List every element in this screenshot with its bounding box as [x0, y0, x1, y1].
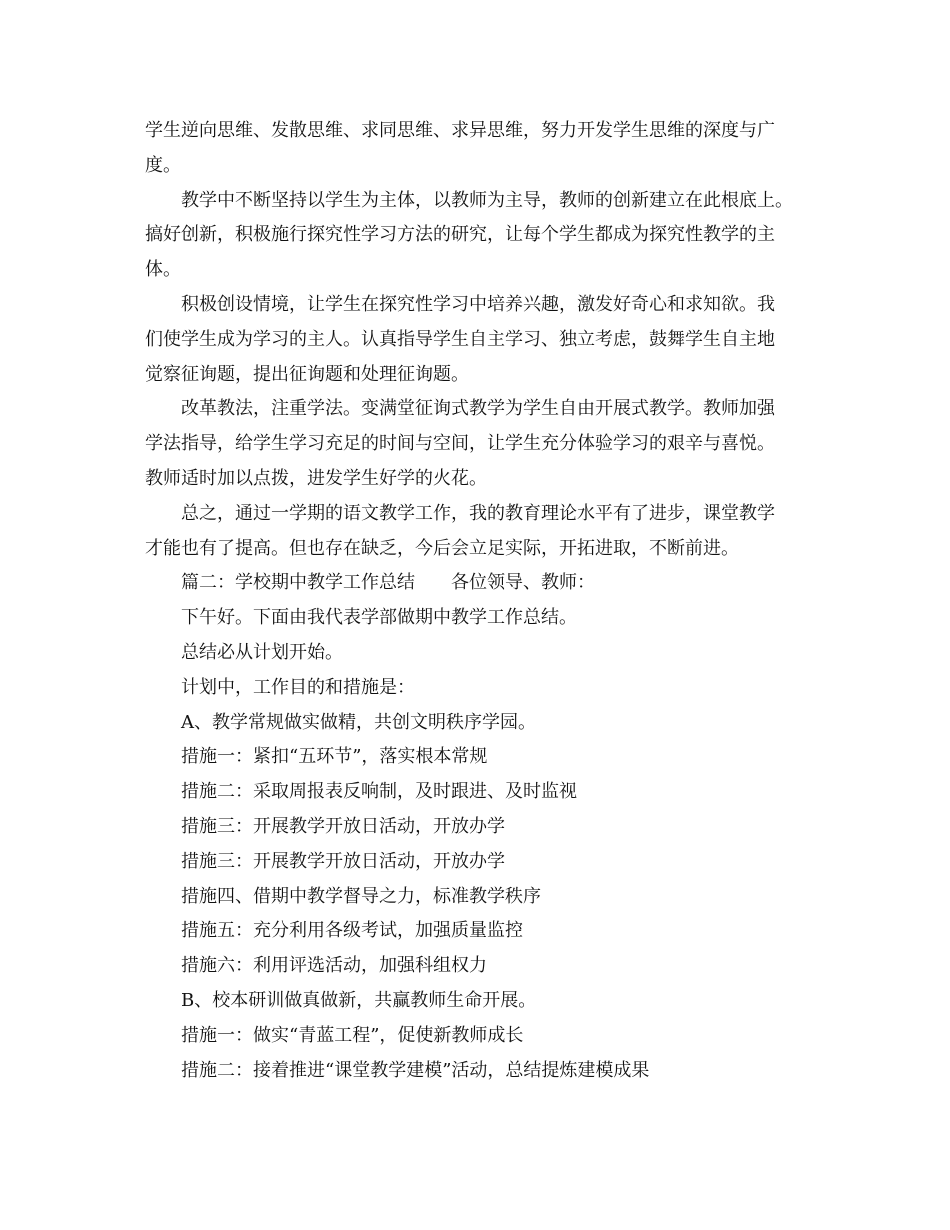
- text-line: 下午好。下面由我代表学部做期中教学工作总结。: [181, 607, 577, 629]
- text-line: 总结必从计划开始。: [181, 641, 343, 663]
- text-line: 教学中不断坚持以学生为主体，以教师为主导，教师的创新建立在此根底上。: [181, 189, 793, 211]
- text-line: 学法指导，给学生学习充足的时间与空间，让学生充分体验学习的艰辛与喜悦。: [145, 433, 775, 455]
- text-line: 措施四、借期中教学督导之力，标准教学秩序: [181, 885, 541, 907]
- text-line: 措施一：紧扣“五环节”，落实根本常规: [181, 746, 488, 768]
- text-line: 觉察征询题，提出征询题和处理征询题。: [145, 363, 469, 385]
- text-line: 措施五：充分利用各级考试，加强质量监控: [181, 920, 523, 942]
- text-line: 篇二：学校期中教学工作总结 各位领导、教师：: [181, 572, 595, 594]
- text-line: 计划中，工作目的和措施是：: [181, 676, 415, 698]
- text-line: 措施六：利用评选活动，加强科组权力: [181, 955, 487, 977]
- text-line: 总之，通过一学期的语文教学工作，我的教育理论水平有了进步，课堂教学: [181, 502, 775, 524]
- text-line: B、校本研训做真做新，共赢教师生命开展。: [181, 989, 537, 1011]
- text-line: 度。: [145, 154, 181, 176]
- text-line: 措施二：采取周报表反响制，及时跟进、及时监视: [181, 781, 577, 803]
- text-line: 体。: [145, 259, 181, 281]
- text-line: 教师适时加以点拨，进发学生好学的火花。: [145, 467, 487, 489]
- document-body: [145, 114, 815, 1088]
- text-line: 措施三：开展教学开放日活动，开放办学: [181, 850, 505, 872]
- text-line: 改革教法，注重学法。变满堂征询式教学为学生自由开展式教学。教师加强: [181, 398, 775, 420]
- text-line: 措施二：接着推进“课堂教学建模”活动，总结提炼建模成果: [181, 1059, 650, 1081]
- text-line: 措施三：开展教学开放日活动，开放办学: [181, 815, 505, 837]
- text-line: A、教学常规做实做精，共创文明秩序学园。: [181, 711, 536, 733]
- text-line: 积极创设情境，让学生在探究性学习中培养兴趣，激发好奇心和求知欲。我: [181, 293, 775, 315]
- text-line: 学生逆向思维、发散思维、求同思维、求异思维，努力开发学生思维的深度与广: [145, 120, 775, 141]
- text-line: 才能也有了提高。但也存在缺乏，今后会立足实际，开拓进取，不断前进。: [145, 537, 739, 559]
- text-line: 搞好创新，积极施行探究性学习方法的研究，让每个学生都成为探究性教学的主: [145, 224, 775, 246]
- text-line: 们使学生成为学习的主人。认真指导学生自主学习、独立考虑，鼓舞学生自主地: [145, 328, 775, 350]
- text-line: 措施一：做实“青蓝工程”，促使新教师成长: [181, 1024, 524, 1046]
